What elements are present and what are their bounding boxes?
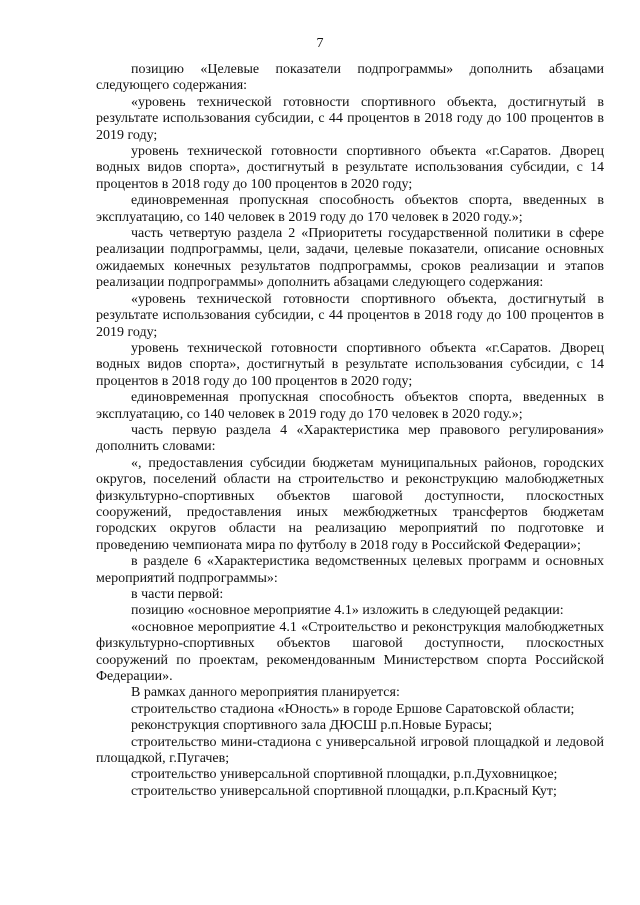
paragraph: В рамках данного мероприятия планируется: bbox=[131, 685, 400, 701]
paragraph: часть четвертую раздела 2 «Приоритеты государственной политики в сфере реализации подпрограммы, цели, задачи, целевые показатели, описание основных ожидаемых конечных результатов подпрограммы, сроков реализации и этапов реализации подпрограммы» дополнить абзацами следующего содержания: bbox=[96, 226, 604, 291]
paragraph: единовременная пропускная способность объектов спорта, введенных в эксплуатацию, со 140 человек в 2019 году до 170 человек в 2020 году.»; bbox=[96, 390, 604, 422]
paragraph: позицию «Целевые показатели подпрограммы» дополнить абзацами следующего содержания: bbox=[96, 62, 604, 94]
paragraph: в разделе 6 «Характеристика ведомственных целевых программ и основных мероприятий подпрограммы»: bbox=[96, 554, 604, 586]
paragraph: уровень технической готовности спортивного объекта «г.Саратов. Дворец водных видов спорта», достигнутый в результате использования субсидии, с 14 процентов в 2018 году до 100 процентов в 2020 году; bbox=[96, 340, 604, 389]
paragraph: позицию «основное мероприятие 4.1» изложить в следующей редакции: bbox=[131, 603, 564, 619]
paragraph: строительство универсальной спортивной площадки, р.п.Красный Кут; bbox=[131, 783, 557, 799]
paragraph: часть первую раздела 4 «Характеристика мер правового регулирования» дополнить словами: bbox=[96, 422, 604, 455]
paragraph: строительство универсальной спортивной площадки, р.п.Духовницкое; bbox=[131, 767, 558, 783]
paragraph: строительство мини-стадиона с универсальной игровой площадкой и ледовой площадкой, г.Пугачев; bbox=[96, 734, 604, 767]
paragraph: уровень технической готовности спортивного объекта «г.Саратов. Дворец водных видов спорта», достигнутый в результате использования субсидии, с 14 процентов в 2018 году до 100 процентов в 2020 году; bbox=[96, 144, 604, 192]
paragraph: «уровень технической готовности спортивного объекта, достигнутый в результате использования субсидии, с 44 процентов в 2018 году до 100 процентов в 2019 году; bbox=[96, 94, 604, 143]
page-number: 7 bbox=[316, 36, 324, 51]
document-body bbox=[96, 62, 604, 800]
paragraph: в части первой: bbox=[131, 587, 224, 602]
paragraph: строительство стадиона «Юность» в городе Ершове Саратовской области; bbox=[131, 701, 575, 717]
paragraph: «уровень технической готовности спортивного объекта, достигнутый в результате использования субсидии, с 44 процентов в 2018 году до 100 процентов в 2019 году; bbox=[96, 291, 604, 340]
paragraph: «основное мероприятие 4.1 «Строительство и реконструкция малобюджетных физкультурно-спортивных объектов шаговой доступности, плоскостных сооружений по проектам, рекомендованным Министерством спорта Российской Федерации». bbox=[96, 619, 604, 685]
paragraph: реконструкция спортивного зала ДЮСШ р.п.Новые Бурасы; bbox=[131, 718, 493, 734]
paragraph: единовременная пропускная способность объектов спорта, введенных в эксплуатацию, со 140 человек в 2019 году до 170 человек в 2020 году.»; bbox=[96, 193, 604, 225]
paragraph: «, предоставления субсидии бюджетам муниципальных районов, городских округов, поселений области на строительство и реконструкцию малобюджетных физкультурно-спортивных объектов шаговой доступности, плоскостных сооружений, предоставления иных межбюджетных трансфертов бюджетам городских округов области на реализацию мероприятий по подготовке и проведению чемпионата мира по футболу в 2018 году в Российской Федерации»; bbox=[96, 455, 604, 553]
